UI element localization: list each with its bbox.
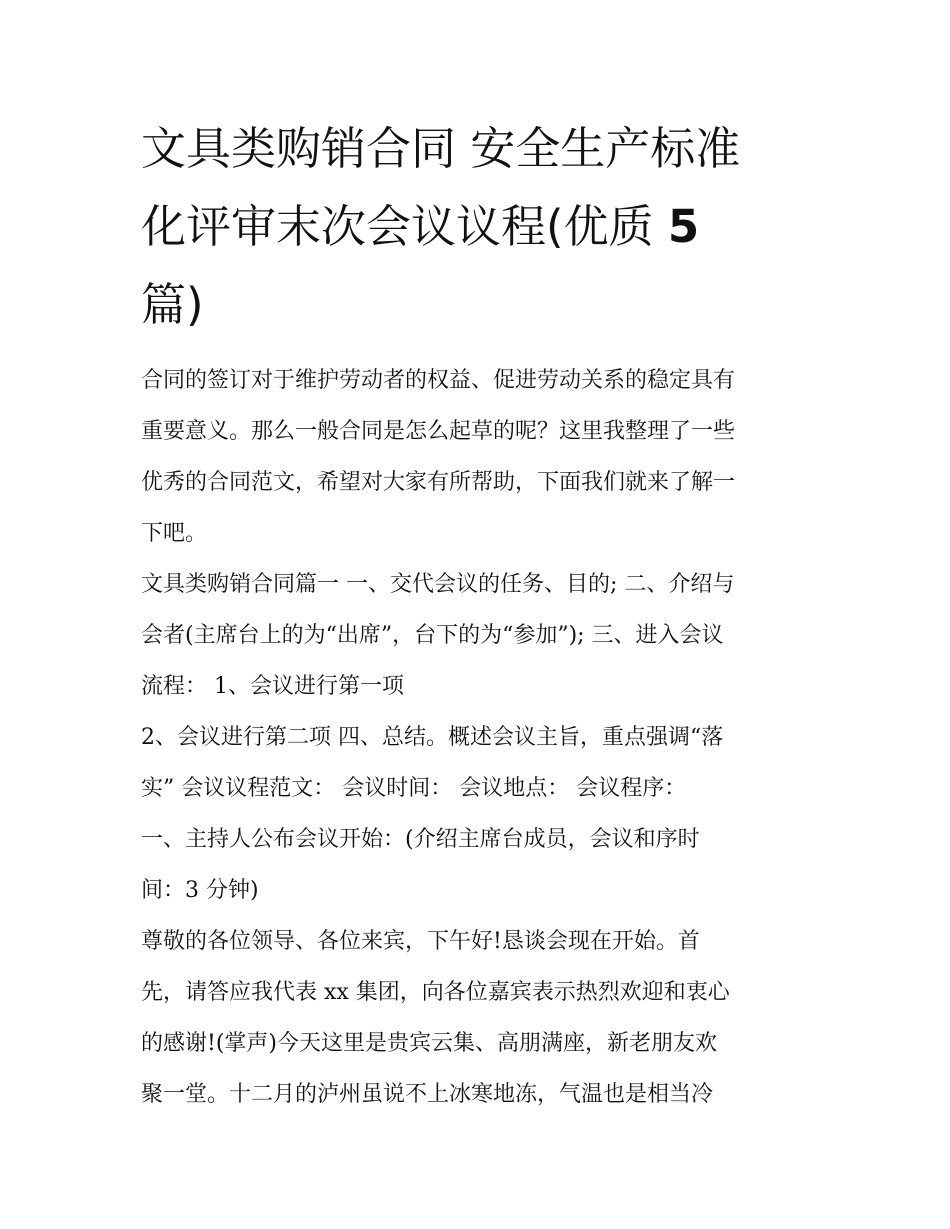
text-line: 的感谢!(掌声)今天这里是贵宾云集、高朋满座，新老朋友欢 (141, 1031, 718, 1056)
text-line: 实” 会议议程范文： 会议时间： 会议地点： 会议程序： (141, 776, 687, 801)
paragraph-agenda-item-two (141, 712, 831, 814)
text-line: 重要意义。那么一般合同是怎么起草的呢？这里我整理了一些 (141, 419, 736, 444)
paragraph-welcome-speech (141, 916, 831, 1120)
text-line: 流程： 1、会议进行第一项 (141, 674, 404, 699)
text-line: 优秀的合同范文，希望对大家有所帮助，下面我们就来了解一 (141, 470, 736, 495)
title-line (141, 188, 821, 266)
text-line: 尊敬的各位领导、各位来宾，下午好!恳谈会现在开始。首 (141, 929, 700, 954)
document-body (141, 355, 831, 1120)
title-line-text: 化评审末次会议议程(优质 (141, 200, 654, 253)
text-line: 下吧。 (141, 521, 208, 546)
text-line: 间：3 分钟) (141, 878, 259, 903)
text-line: 先，请答应我代表 xx 集团，向各位嘉宾表示热烈欢迎和衷心 (141, 980, 730, 1005)
text-line: 文具类购销合同篇一 一、交代会议的任务、目的; 二、介绍与 (141, 572, 735, 597)
document-title (141, 110, 821, 344)
paragraph-host-opening (141, 814, 831, 916)
text-line: 会者(主席台上的为“出席”，台下的为“参加”); 三、进入会议 (141, 623, 724, 648)
text-line: 聚一堂。十二月的泸州虽说不上冰寒地冻，气温也是相当冷 (141, 1082, 714, 1107)
title-line: 文具类购销合同 安全生产标准 (141, 122, 741, 175)
title-number: 5 (667, 200, 700, 253)
text-line: 合同的签订对于维护劳动者的权益、促进劳动关系的稳定具有 (141, 368, 736, 393)
paragraph-contract-one (141, 559, 831, 712)
text-line: 一、主持人公布会议开始：(介绍主席台成员，会议和序时 (141, 827, 700, 852)
text-line: 2、会议进行第二项 四、总结。概述会议主旨，重点强调“落 (141, 725, 724, 750)
paragraph-intro (141, 355, 831, 559)
title-line: 篇) (141, 278, 204, 331)
